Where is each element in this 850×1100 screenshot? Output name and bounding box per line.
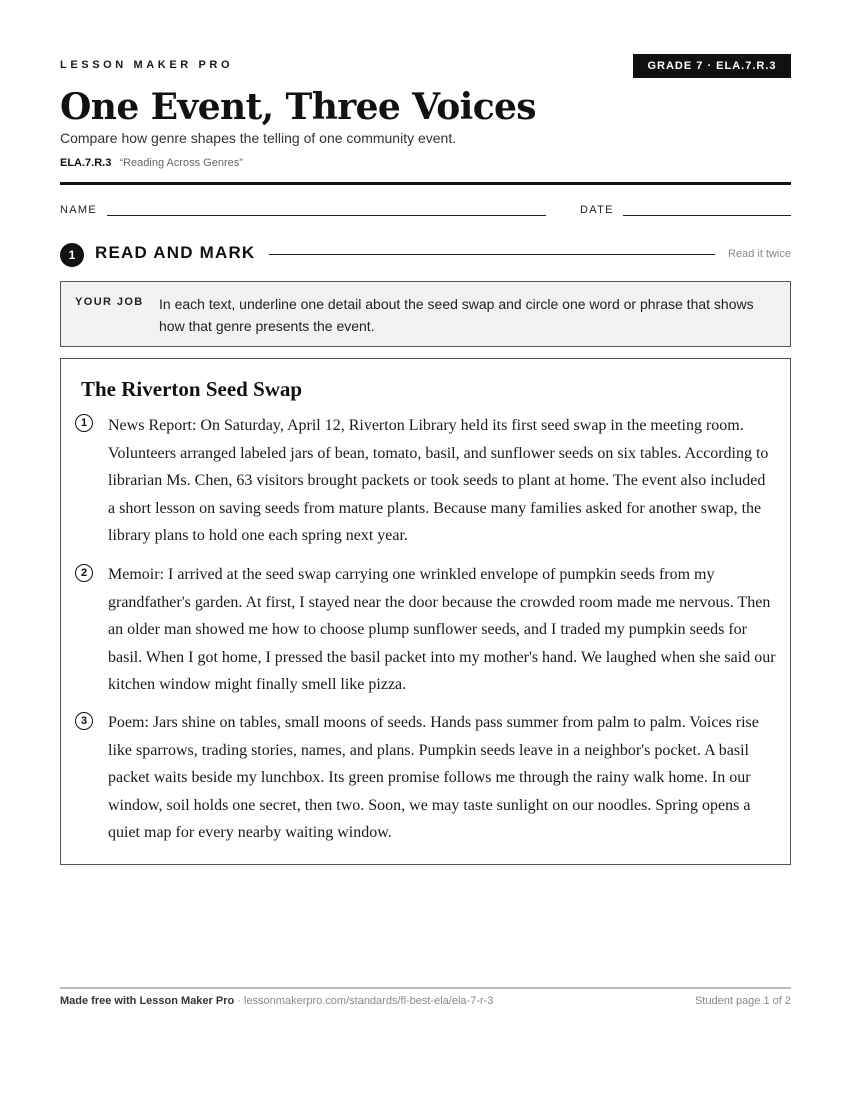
section-divider — [269, 254, 715, 255]
footer-page-number: Student page 1 of 2 — [694, 995, 791, 1007]
worksheet-title: One Event, Three Voices — [60, 86, 536, 128]
standard-line — [60, 157, 243, 169]
standard-title: “Reading Across Genres” — [119, 157, 243, 169]
section-title: READ AND MARK — [95, 243, 256, 262]
paragraph-poem: Poem: Jars shine on tables, small moons of seeds. Hands pass summer from palm to palm. Voices rise like sparrows, trading stories, names, and plans. Pumpkin seeds leave in a neighbor's pocket. A basil packet waits beside my lunchbox. Its green promise follows me through the rainy walk home. In our window, soil holds one secret, then two. Soon, we may taste sunlight on our noodles. Spring opens a quiet map for every nearby waiting window. — [108, 714, 759, 841]
paragraph-number-3: 3 — [75, 712, 93, 730]
worksheet-page — [60, 0, 791, 1100]
grade-badge: GRADE 7 · ELA.7.R.3 — [633, 54, 791, 78]
paragraph-memoir: Memoir: I arrived at the seed swap carrying one wrinkled envelope of pumpkin seeds from my grandfather's garden. At first, I stayed near the door because the crowded room made me nervous. Then an older man showed me how to choose plump sunflower seeds, and I traded my pumpkin seeds for basil. When I got home, I pressed the basil packet into my mother's hand. We laughed when she said our kitchen window might finally smell like pizza. — [108, 566, 776, 693]
date-field[interactable] — [623, 215, 791, 216]
paragraph-number-2: 2 — [75, 564, 93, 582]
your-job-box — [60, 281, 791, 347]
your-job-instructions: In each text, underline one detail about the seed swap and circle one word or phrase that shows how that genre presents the event. — [159, 296, 754, 334]
section-note: Read it twice — [728, 248, 791, 260]
header-divider — [60, 182, 791, 185]
paragraph-number-1: 1 — [75, 414, 93, 432]
passage-box — [60, 358, 791, 865]
footer-credit — [60, 995, 493, 1007]
paragraph-news-report: News Report: On Saturday, April 12, Riverton Library held its first seed swap in the meeting room. Volunteers arranged labeled jars of bean, tomato, basil, and sunflower seeds on six tables. According to librarian Ms. Chen, 63 visitors brought packets or took seeds to plant at home. The event also included a short lesson on saving seeds from mature plants. Because many families asked for another swap, the library plans to hold one each spring next year. — [108, 417, 769, 544]
passage-title: The Riverton Seed Swap — [81, 377, 303, 401]
footer-url[interactable]: · lessonmakerpro.com/standards/fl-best-ela/ela-7-r-3 — [234, 995, 494, 1007]
date-label: DATE — [580, 204, 614, 216]
footer-divider — [60, 987, 791, 989]
section-number-badge: 1 — [60, 243, 84, 267]
name-label: NAME — [60, 204, 97, 216]
footer-made-with: Made free with Lesson Maker Pro — [60, 995, 235, 1007]
worksheet-subtitle: Compare how genre shapes the telling of one community event. — [60, 130, 457, 146]
your-job-label: YOUR JOB — [75, 296, 144, 308]
standard-code: ELA.7.R.3 — [60, 157, 112, 169]
brand-name: LESSON MAKER PRO — [60, 59, 234, 71]
name-field[interactable] — [107, 215, 546, 216]
